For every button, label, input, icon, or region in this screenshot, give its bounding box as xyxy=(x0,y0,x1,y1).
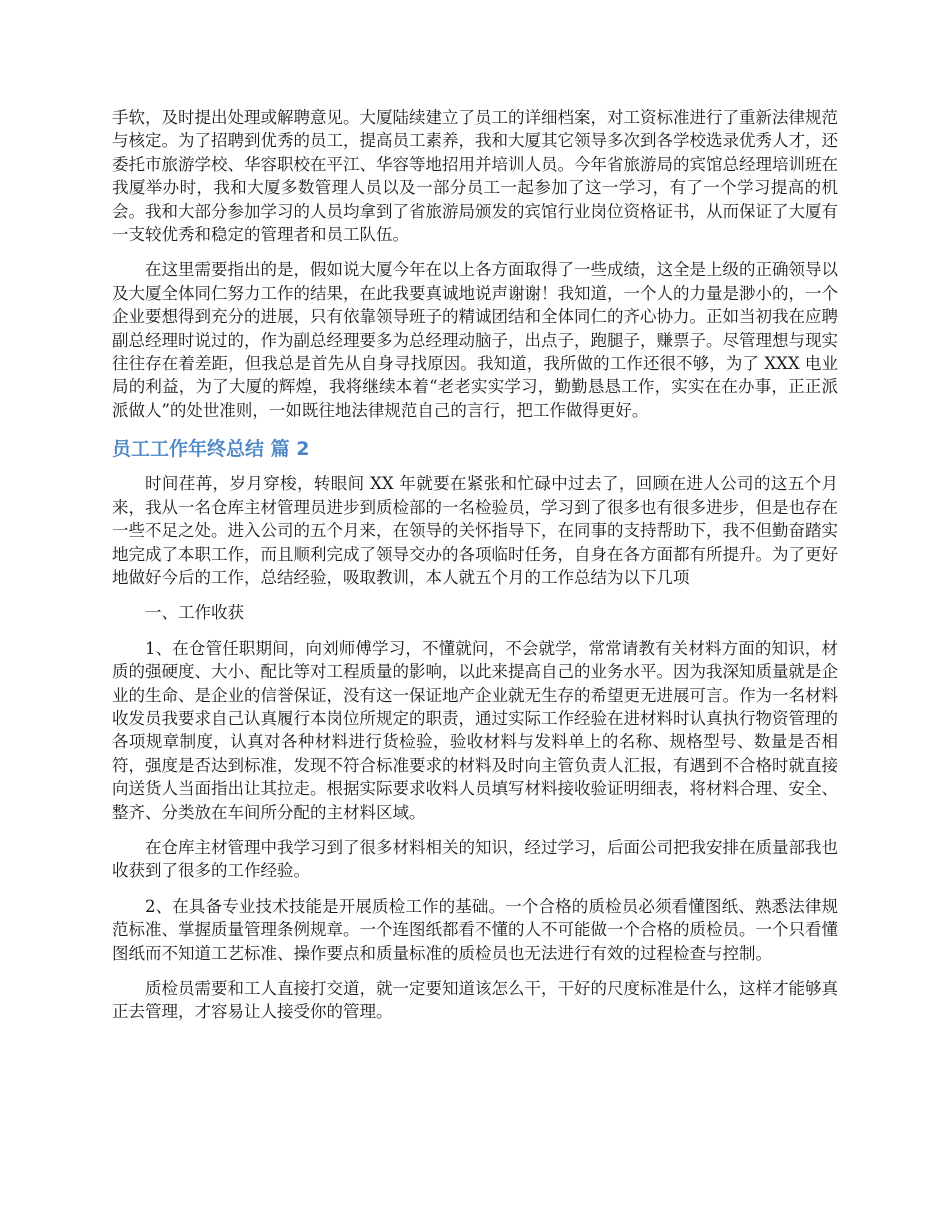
subheading: 一、工作收获 xyxy=(145,603,244,623)
section-heading: 员工工作年终总结 篇 2 xyxy=(112,438,310,461)
document-page xyxy=(112,106,838,1024)
paragraph: 在仓库主材管理中我学习到了很多材料相关的知识，经过学习，后面公司把我安排在质量部我也收获到了很多的工作经验。 xyxy=(112,837,838,881)
paragraph: 在这里需要指出的是，假如说大厦今年在以上各方面取得了一些成绩，这全是上级的正确领导以及大厦全体同仁努力工作的结果，在此我要真诚地说声谢谢！我知道，一个人的力量是渺小的，一个企业要想得到充分的进展，只有依靠领导班子的精诚团结和全体同仁的齐心协力。正如当初我在应聘副总经理时说过的，作为副总经理要多为总经理动脑子，出点子，跑腿子，赚票子。尽管理想与现实往往存在着差距，但我总是首先从自身寻找原因。我知道，我所做的工作还很不够，为了 XXX 电业局的利益，为了大厦的辉煌，我将继续本着“老老实实学习，勤勤恳恳工作，实实在在办事，正正派派做人”的处世准则，一如既往地法律规范自己的言行，把工作做得更好。 xyxy=(112,260,838,420)
paragraph: 时间荏苒，岁月穿梭，转眼间 XX 年就要在紧张和忙碌中过去了，回顾在进人公司的这五个月来，我从一名仓库主材管理员进步到质检部的一名检验员，学习到了很多也有很多进步，但是也存在一些不足之处。进入公司的五个月来，在领导的关怀指导下，在同事的支持帮助下，我不但勤奋踏实地完成了本职工作，而且顺利完成了领导交办的各项临时任务，自身在各方面都有所提升。为了更好地做好今后的工作，总结经验，吸取教训，本人就五个月的工作总结为以下几项 xyxy=(112,474,838,587)
paragraph: 1、在仓管任职期间，向刘师傅学习，不懂就问，不会就学，常常请教有关材料方面的知识，材质的强硬度、大小、配比等对工程质量的影响，以此来提高自己的业务水平。因为我深知质量就是企业的生命、是企业的信誉保证，没有这一保证地产企业就无生存的希望更无进展可言。作为一名材料收发员我要求自己认真履行本岗位所规定的职责，通过实际工作经验在进材料时认真执行物资管理的各项规章制度，认真对各种材料进行货检验，验收材料与发料单上的名称、规格型号、数量是否相符，强度是否达到标准，发现不符合标准要求的材料及时向主管负责人汇报，有遇到不合格时就直接向送货人当面指出让其拉走。根据实际要求收料人员填写材料接收验证明细表，将材料合理、安全、整齐、分类放在车间所分配的主材料区域。 xyxy=(112,638,838,822)
paragraph: 2、在具备专业技术技能是开展质检工作的基础。一个合格的质检员必须看懂图纸、熟悉法律规范标准、掌握质量管理条例规章。一个连图纸都看不懂的人不可能做一个合格的质检员。一个只看懂图纸而不知道工艺标准、操作要点和质量标准的质检员也无法进行有效的过程检查与控制。 xyxy=(112,896,838,963)
paragraph: 手软，及时提出处理或解聘意见。大厦陆续建立了员工的详细档案，对工资标准进行了重新法律规范与核定。为了招聘到优秀的员工，提高员工素养，我和大厦其它领导多次到各学校选录优秀人才，还委托市旅游学校、华容职校在平江、华容等地招用并培训人员。今年省旅游局的宾馆总经理培训班在我厦举办时，我和大厦多数管理人员以及一部分员工一起参加了这一学习，有了一个学习提高的机会。我和大部分参加学习的人员均拿到了省旅游局颁发的宾馆行业岗位资格证书，从而保证了大厦有一支较优秀和稳定的管理者和员工队伍。 xyxy=(112,108,838,245)
paragraph: 质检员需要和工人直接打交道，就一定要知道该怎么干，干好的尺度标准是什么，这样才能够真正去管理，才容易让人接受你的管理。 xyxy=(112,979,838,1022)
